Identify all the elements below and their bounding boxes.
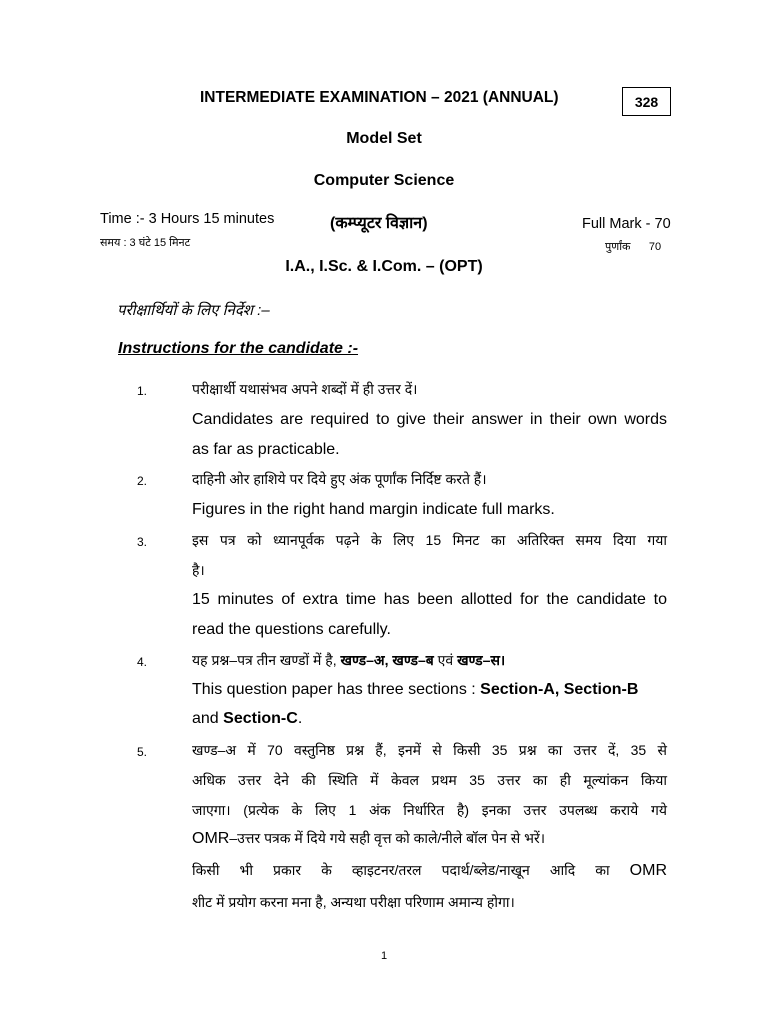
paper-code-box: 328	[622, 87, 671, 116]
instruction-hindi-line	[192, 651, 667, 670]
instruction-hindi-line: अधिक उत्तर देने की स्थिति में केवल प्रथम 35 उत्तर का ही मूल्यांकन किया	[192, 772, 667, 788]
text-span: and	[192, 710, 224, 727]
full-mark-english: Full Mark - 70	[582, 216, 671, 232]
time-english: Time :- 3 Hours 15 minutes	[100, 211, 275, 227]
streams-heading: I.A., I.Sc. & I.Com. – (OPT)	[285, 258, 483, 275]
instruction-hindi-line: खण्ड–अ में 70 वस्तुनिष्ठ प्रश्न हैं, इनमें से किसी 35 प्रश्न का उत्तर दें, 35 से	[192, 742, 667, 758]
exam-title: INTERMEDIATE EXAMINATION – 2021 (ANNUAL)	[200, 89, 559, 106]
text-span: This question paper has three sections :	[192, 681, 481, 698]
item-number: 1.	[137, 384, 148, 398]
instruction-hindi-line: इस पत्र को ध्यानपूर्वक पढ़ने के लिए 15 मिनट का अतिरिक्त समय दिया गया	[192, 532, 667, 548]
subject-heading: Computer Science	[313, 172, 455, 189]
text-span: –उत्तर पत्रक में दिये गये सही वृत्त को काले/नीले बॉल पेन से भरें।	[229, 830, 546, 846]
instruction-hindi-line: शीट में प्रयोग करना मना है, अन्यथा परीक्षा परिणाम अमान्य होगा।	[192, 894, 515, 910]
time-hindi: समय : 3 घंटे 15 मिनट	[100, 237, 191, 249]
instruction-english-line: read the questions carefully.	[192, 621, 391, 638]
text-span: यह प्रश्न–पत्र तीन खण्डों में है,	[192, 652, 341, 668]
page-number: 1	[380, 950, 388, 962]
item-number: 3.	[137, 535, 148, 549]
instruction-english-line: 15 minutes of extra time has been allotted for the candidate to	[192, 591, 667, 608]
text-span: किसी भी प्रकार के व्हाइटनर/तरल पदार्थ/ब्लेड/नाखून आदि का	[192, 862, 630, 878]
text-span: .	[297, 710, 303, 727]
instruction-english-line: Figures in the right hand margin indicate full marks.	[192, 501, 555, 518]
instruction-hindi-line: जाएगा। (प्रत्येक के लिए 1 अंक निर्धारित है) इनका उत्तर उपलब्ध कराये गये	[192, 802, 667, 818]
subject-hindi-heading: (कम्प्यूटर विज्ञान)	[330, 215, 428, 232]
instruction-hindi-line	[192, 861, 667, 880]
instruction-hindi-line	[192, 829, 667, 848]
instruction-hindi-line: परीक्षार्थी यथासंभव अपने शब्दों में ही उत्तर दें।	[192, 381, 418, 397]
instruction-english-line	[192, 710, 667, 728]
instruction-hindi-line: है।	[192, 562, 205, 578]
instruction-hindi-line: दाहिनी ओर हाशिये पर दिये हुए अंक पूर्णांक निर्दिष्ट करते हैं।	[192, 471, 487, 487]
section-names-english: Section-A, Section-B	[480, 681, 639, 698]
instruction-english-line: Candidates are required to give their answer in their own words	[192, 411, 667, 428]
instruction-english-line: as far as practicable.	[192, 441, 340, 458]
model-set-heading: Model Set	[346, 130, 422, 147]
item-number: 2.	[137, 474, 148, 488]
full-mark-hindi: पुर्णांक 70	[605, 241, 662, 253]
instructions-heading-english: Instructions for the candidate :-	[118, 340, 359, 357]
instructions-heading-hindi: परीक्षार्थियों के लिए निर्देश :–	[117, 302, 270, 319]
text-span: एवं	[433, 652, 458, 668]
item-number: 4.	[137, 655, 148, 669]
omr-label: OMR	[192, 830, 230, 847]
section-names-hindi: खण्ड–स।	[457, 652, 506, 668]
instruction-english-line	[192, 681, 667, 699]
section-names-english: Section-C	[223, 710, 298, 727]
section-names-hindi: खण्ड–अ, खण्ड–ब	[340, 652, 434, 668]
omr-label: OMR	[629, 862, 667, 879]
item-number: 5.	[137, 745, 148, 759]
